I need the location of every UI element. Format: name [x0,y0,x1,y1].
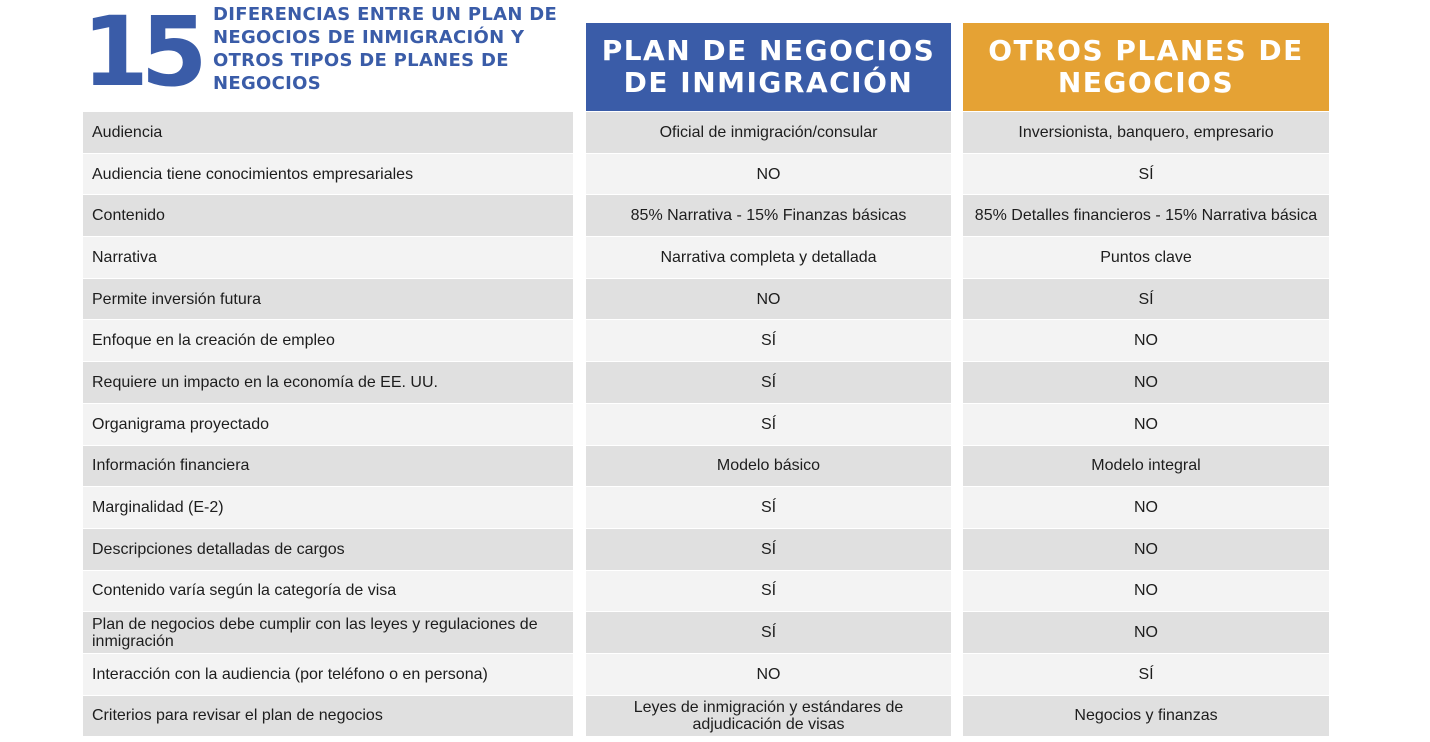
table-row [0,404,1430,446]
table-row [0,112,1430,154]
table-row [0,529,1430,571]
row-label: Enfoque en la creación de empleo [83,320,573,361]
table-row [0,446,1430,488]
immigration-value: SÍ [586,571,951,612]
row-label: Narrativa [83,237,573,278]
comparison-table [0,112,1430,737]
other-value: Modelo integral [963,446,1329,487]
other-value: Negocios y finanzas [963,696,1329,737]
other-value: NO [963,320,1329,361]
other-value: SÍ [963,154,1329,195]
table-row [0,279,1430,321]
other-value: SÍ [963,654,1329,695]
table-row [0,362,1430,404]
row-label: Audiencia [83,112,573,153]
immigration-value: 85% Narrativa - 15% Finanzas básicas [586,195,951,236]
table-row [0,195,1430,237]
row-label: Marginalidad (E-2) [83,487,573,528]
row-label: Interacción con la audiencia (por teléfono o en persona) [83,654,573,695]
row-label: Información financiera [83,446,573,487]
row-label: Plan de negocios debe cumplir con las leyes y regulaciones de inmigración [83,612,573,653]
table-row [0,154,1430,196]
immigration-value: SÍ [586,612,951,653]
row-label: Requiere un impacto en la economía de EE. UU. [83,362,573,403]
other-value: 85% Detalles financieros - 15% Narrativa básica [963,195,1329,236]
immigration-value: Leyes de inmigración y estándares de adjudicación de visas [586,696,951,737]
row-label: Organigrama proyectado [83,404,573,445]
row-label: Audiencia tiene conocimientos empresariales [83,154,573,195]
row-label: Contenido varía según la categoría de visa [83,571,573,612]
table-row [0,237,1430,279]
table-row [0,320,1430,362]
immigration-value: SÍ [586,487,951,528]
column-header-other: OTROS PLANES DE NEGOCIOS [963,23,1329,111]
immigration-value: SÍ [586,320,951,361]
immigration-value: SÍ [586,529,951,570]
other-value: NO [963,404,1329,445]
page-title: DIFERENCIAS ENTRE UN PLAN DE NEGOCIOS DE INMIGRACIÓN Y OTROS TIPOS DE PLANES DE NEGOCIOS [213,4,558,94]
row-label: Permite inversión futura [83,279,573,320]
table-row [0,696,1430,738]
row-label: Contenido [83,195,573,236]
immigration-value: SÍ [586,362,951,403]
other-value: NO [963,529,1329,570]
immigration-value: NO [586,154,951,195]
immigration-value: NO [586,279,951,320]
row-label: Criterios para revisar el plan de negocios [83,696,573,737]
column-header-immigration: PLAN DE NEGOCIOS DE INMIGRACIÓN [586,23,951,111]
table-row [0,487,1430,529]
title-number: 15 [82,0,200,108]
immigration-value: NO [586,654,951,695]
other-value: NO [963,487,1329,528]
row-label: Descripciones detalladas de cargos [83,529,573,570]
other-value: Puntos clave [963,237,1329,278]
immigration-value: SÍ [586,404,951,445]
table-row [0,571,1430,613]
other-value: NO [963,612,1329,653]
immigration-value: Narrativa completa y detallada [586,237,951,278]
immigration-value: Oficial de inmigración/consular [586,112,951,153]
other-value: Inversionista, banquero, empresario [963,112,1329,153]
other-value: NO [963,571,1329,612]
other-value: SÍ [963,279,1329,320]
other-value: NO [963,362,1329,403]
immigration-value: Modelo básico [586,446,951,487]
table-row [0,654,1430,696]
table-row [0,612,1430,654]
